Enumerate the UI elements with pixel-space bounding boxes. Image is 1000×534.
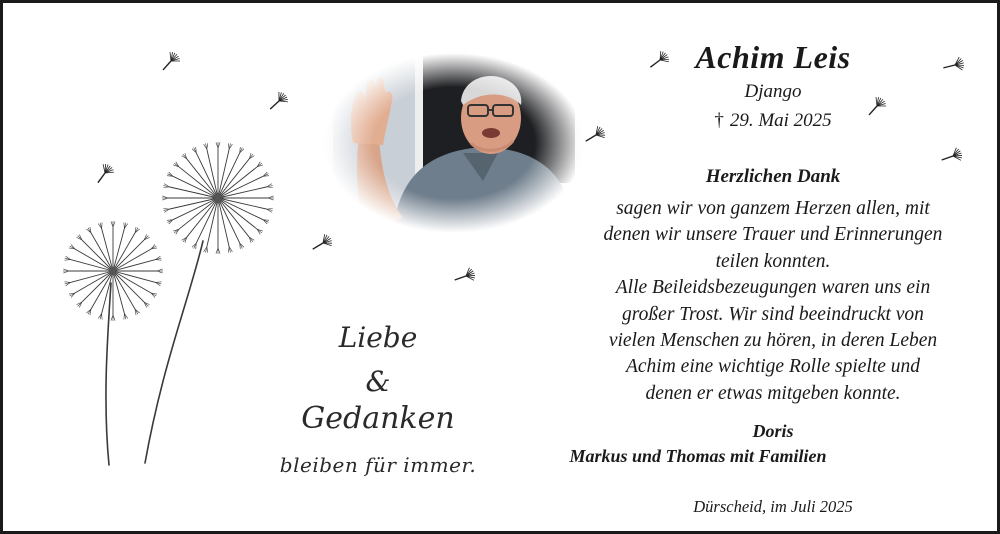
dandelion-seed-icon	[942, 148, 962, 161]
death-date-line	[563, 110, 983, 132]
place-and-date: Dürscheid, im Juli 2025	[693, 497, 853, 516]
signature-doris: Doris	[752, 421, 794, 441]
dandelion-stem	[106, 283, 111, 465]
motto-line-ampersand: &	[365, 365, 391, 398]
portrait-photo	[323, 53, 585, 233]
motto-line-thoughts: Gedanken	[301, 401, 455, 436]
dandelion-seed-icon	[163, 52, 180, 70]
dandelion-seed-icon	[313, 234, 332, 249]
message-line: Achim eine wichtige Rolle spielte und	[625, 356, 921, 378]
dandelion-seed-icon	[98, 164, 114, 183]
dandelion-icon	[63, 221, 163, 321]
motto-line-forever: bleiben für immer.	[279, 453, 477, 477]
death-date: 29. Mai 2025	[729, 110, 832, 131]
cross-icon: †	[714, 110, 724, 131]
dandelion-icon	[162, 142, 274, 254]
message-line: teilen konnten.	[715, 250, 831, 272]
deceased-name: Achim Leis	[695, 39, 851, 75]
message-line: großer Trost. Wir sind beeindruckt von	[622, 303, 924, 325]
thanks-heading: Herzlichen Dank	[705, 166, 841, 187]
dandelion-stem	[145, 241, 203, 463]
message-line: vielen Menschen zu hören, in deren Leben	[608, 330, 938, 352]
deceased-nickname: Django	[744, 81, 802, 102]
signature-family: Markus und Thomas mit Familien	[569, 446, 827, 466]
dandelion-seed-icon	[455, 268, 475, 281]
message-line: denen wir unsere Trauer und Erinnerungen	[603, 224, 943, 246]
motto-line-love: Liebe	[338, 321, 418, 354]
thanks-message	[563, 196, 983, 407]
message-line: denen er etwas mitgeben konnte.	[645, 382, 901, 404]
message-line: Alle Beileidsbezeugungen waren uns ein	[615, 277, 931, 299]
message-line: sagen wir von ganzem Herzen allen, mit	[616, 198, 930, 219]
dandelion-seed-icon	[270, 92, 288, 109]
